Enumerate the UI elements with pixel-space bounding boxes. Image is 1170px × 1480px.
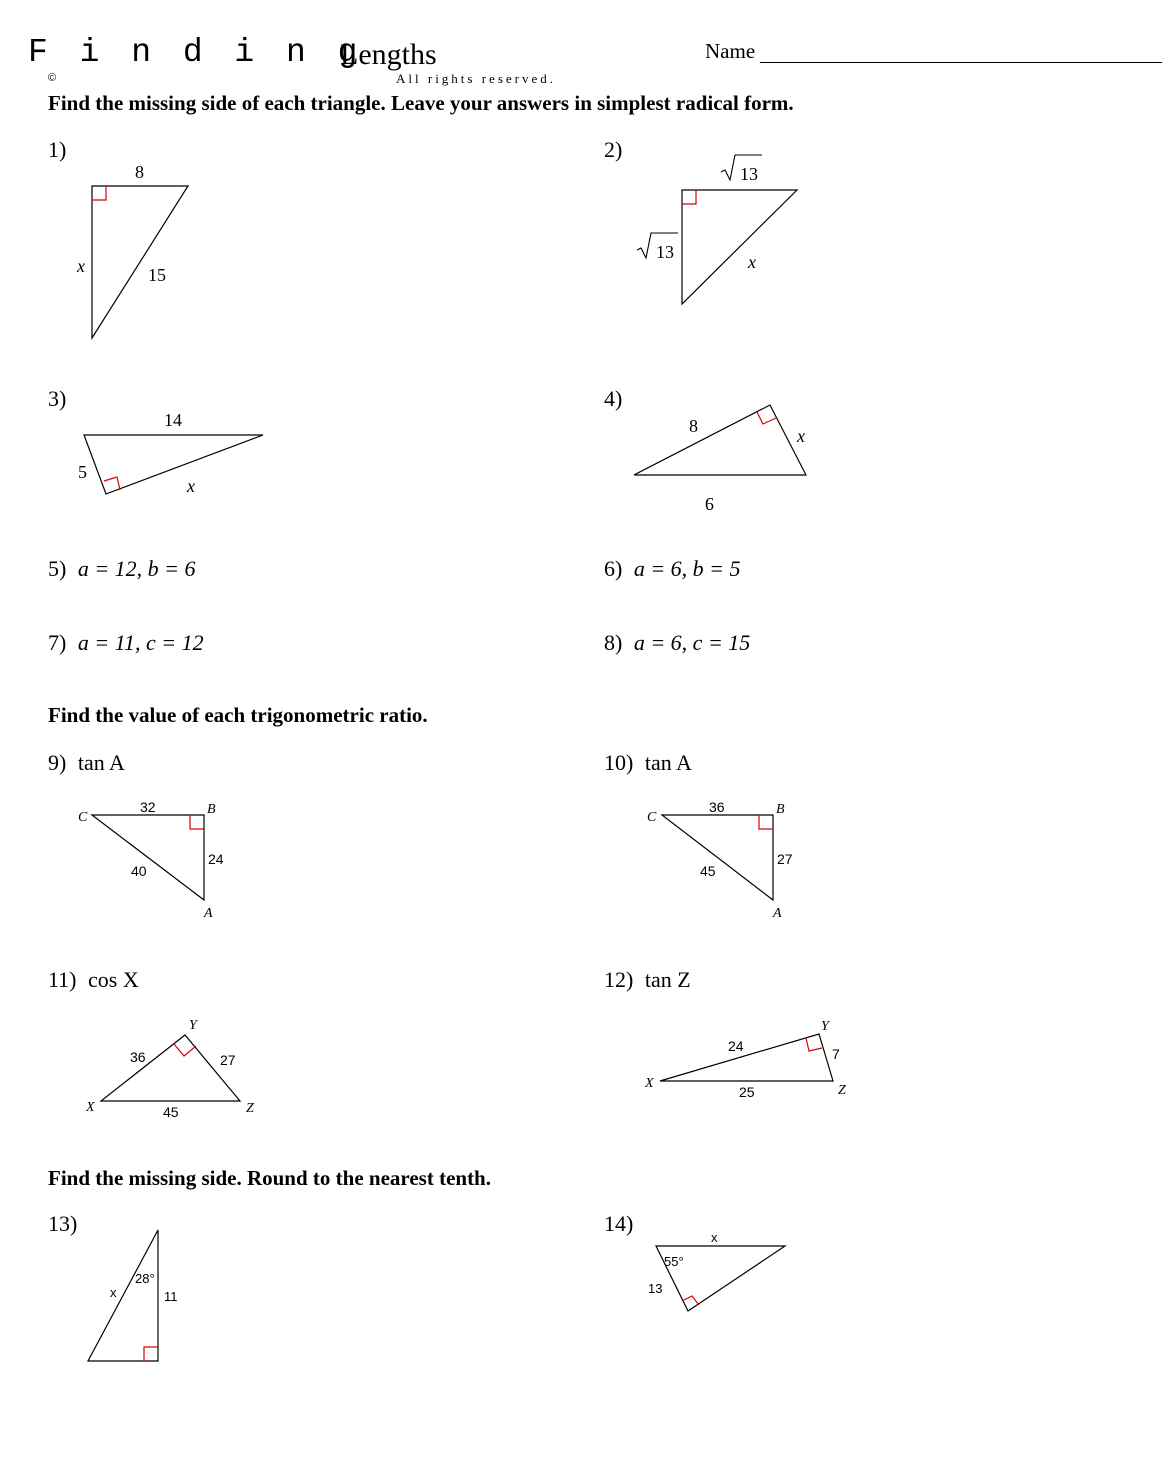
p13-label-angle: 28° xyxy=(135,1271,155,1286)
p12-vertex-Z: Z xyxy=(838,1083,846,1098)
p10-vertex-B: B xyxy=(776,802,785,817)
p2-label-hyp: x xyxy=(748,252,756,272)
problem-4-triangle xyxy=(634,405,806,514)
problem-12 xyxy=(604,967,691,993)
problem-7 xyxy=(48,630,204,656)
p12-vertex-Y: Y xyxy=(821,1019,829,1034)
p3-label-bottom: x xyxy=(187,476,195,496)
p4-label-top: 8 xyxy=(689,416,698,436)
problem-2-triangle xyxy=(637,155,797,304)
p12-label-right: 7 xyxy=(832,1046,840,1062)
problem-7-number: 7) xyxy=(48,630,67,655)
problem-10-number: 10) xyxy=(604,750,634,775)
p14-label-side: 13 xyxy=(648,1281,663,1296)
problem-14-triangle xyxy=(648,1230,785,1311)
problem-11-number: 11) xyxy=(48,967,77,992)
problem-6-text: a = 6, b = 5 xyxy=(633,556,741,581)
p9-label-right: 24 xyxy=(208,851,224,867)
problem-2-number: 2) xyxy=(604,137,623,162)
problem-10-text: tan A xyxy=(644,750,692,775)
p12-label-top: 24 xyxy=(728,1038,744,1054)
rights-reserved: All rights reserved. xyxy=(396,71,557,86)
p10-vertex-C: C xyxy=(647,810,657,825)
p4-label-right: x xyxy=(797,426,805,446)
p12-vertex-X: X xyxy=(645,1076,654,1091)
problem-12-triangle xyxy=(644,1019,846,1100)
p10-label-right: 27 xyxy=(777,851,793,867)
problem-9-triangle xyxy=(78,799,224,921)
p11-label-bottom: 45 xyxy=(163,1104,179,1120)
p11-label-right: 27 xyxy=(220,1052,236,1068)
problem-11 xyxy=(48,967,139,993)
p10-label-top: 36 xyxy=(709,799,725,815)
problem-12-text: tan Z xyxy=(644,967,691,992)
p9-vertex-A: A xyxy=(204,906,213,921)
name-label: Name xyxy=(705,39,756,63)
p10-label-hyp: 45 xyxy=(700,863,716,879)
p9-vertex-B: B xyxy=(207,802,216,817)
problem-11-triangle xyxy=(85,1018,254,1120)
p1-label-top: 8 xyxy=(135,162,144,182)
problem-13-triangle xyxy=(88,1230,178,1361)
problem-9-text: tan A xyxy=(77,750,125,775)
p14-label-angle: 55° xyxy=(664,1254,684,1269)
problem-13-number: 13) xyxy=(48,1211,78,1236)
problem-5-text: a = 12, b = 6 xyxy=(77,556,196,581)
section-heading-1: Find the missing side of each triangle. Leave your answers in simplest radical form. xyxy=(48,91,794,115)
problem-7-text: a = 11, c = 12 xyxy=(77,630,204,655)
problem-9-number: 9) xyxy=(48,750,67,775)
p14-label-x: x xyxy=(711,1230,718,1245)
problem-4-number: 4) xyxy=(604,386,623,411)
section-heading-2: Find the value of each trigonometric ratio. xyxy=(48,703,428,727)
p13-label-side: 11 xyxy=(164,1289,178,1304)
problem-6 xyxy=(604,556,741,582)
copyright-symbol: © xyxy=(48,72,57,84)
p1-label-left: x xyxy=(77,256,85,276)
problem-1-triangle xyxy=(76,162,188,338)
problem-3-triangle xyxy=(78,410,263,496)
problem-3-number: 3) xyxy=(48,386,67,411)
p3-label-top: 14 xyxy=(164,410,182,430)
p11-vertex-Z: Z xyxy=(246,1101,254,1116)
problem-1-number: 1) xyxy=(48,137,67,162)
problem-10-triangle xyxy=(647,799,793,921)
p2-label-top: 13 xyxy=(740,164,758,184)
p11-label-left: 36 xyxy=(130,1049,146,1065)
p9-vertex-C: C xyxy=(78,810,88,825)
problem-8-number: 8) xyxy=(604,630,623,655)
problem-11-text: cos X xyxy=(88,967,139,992)
p13-label-x: x xyxy=(110,1285,117,1300)
problem-5-number: 5) xyxy=(48,556,67,581)
problem-9 xyxy=(48,750,125,776)
p4-label-bottom: 9 xyxy=(705,494,714,514)
problem-6-number: 6) xyxy=(604,556,623,581)
p2-label-left: 13 xyxy=(656,242,674,262)
p9-label-hyp: 40 xyxy=(131,863,147,879)
problem-14-number: 14) xyxy=(604,1211,634,1236)
p11-vertex-X: X xyxy=(86,1100,95,1115)
p1-label-hyp: 15 xyxy=(148,265,166,285)
problem-8 xyxy=(604,630,750,656)
p9-label-top: 32 xyxy=(140,799,156,815)
p3-label-left: 5 xyxy=(78,462,87,482)
problem-5 xyxy=(48,556,196,582)
problem-10 xyxy=(604,750,692,776)
worksheet-title-part1: F i n d i n g xyxy=(28,34,364,71)
worksheet-title-part2: Lengths xyxy=(340,38,437,71)
p12-label-bottom: 25 xyxy=(739,1084,755,1100)
p11-vertex-Y: Y xyxy=(189,1018,197,1033)
problem-12-number: 12) xyxy=(604,967,634,992)
problem-8-text: a = 6, c = 15 xyxy=(633,630,751,655)
p10-vertex-A: A xyxy=(773,906,782,921)
section-heading-3: Find the missing side. Round to the nearest tenth. xyxy=(48,1166,491,1190)
